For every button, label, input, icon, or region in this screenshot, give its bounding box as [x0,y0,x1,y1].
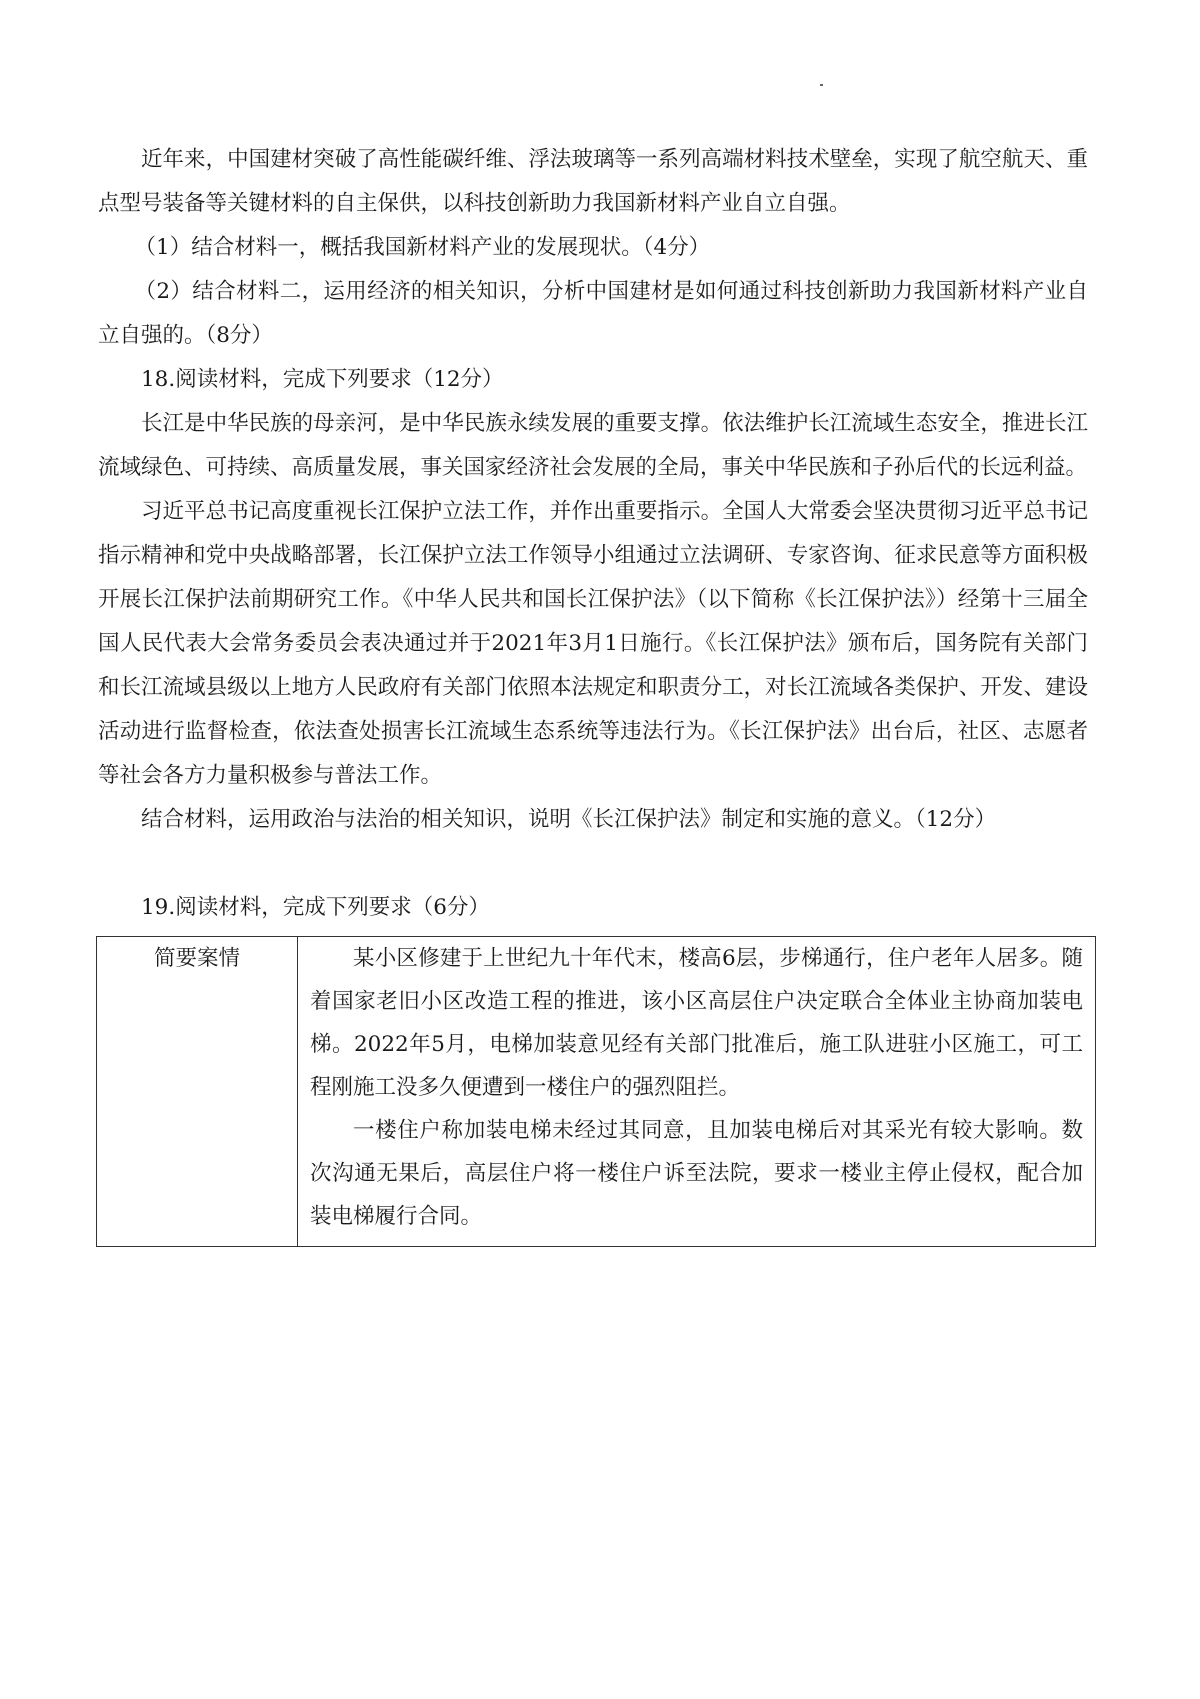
q18-material-paragraph-1: 长江是中华民族的母亲河，是中华民族永续发展的重要支撑。依法维护长江流域生态安全，推进长江流域绿色、可持续、高质量发展，事关国家经济社会发展的全局，事关中华民族和子孙后代的长远利益。 [98,411,1088,480]
scan-speck [820,84,823,86]
material-2-paragraph: 近年来，中国建材突破了高性能碳纤维、浮法玻璃等一系列高端材料技术壁垒，实现了航空航天、重点型号装备等关键材料的自主保供，以科技创新助力我国新材料产业自立自强。 [98,147,1088,216]
page-content [98,138,1088,1247]
case-table [96,936,1096,1247]
spacer [98,842,1088,886]
q17-subquestion-2: （2）结合材料二，运用经济的相关知识，分析中国建材是如何通过科技创新助力我国新材料产业自立自强的。（8分） [98,279,1088,348]
case-label-cell [97,937,298,1247]
case-paragraph-1: 某小区修建于上世纪九十年代末，楼高6层，步梯通行，住户老年人居多。随着国家老旧小区改造工程的推进，该小区高层住户决定联合全体业主协商加装电梯。2022年5月，电梯加装意见经有关部门批准后，施工队进驻小区施工，可工程刚施工没多久便遭到一楼住户的强烈阻拦。 [310,946,1083,1100]
case-text-cell [298,937,1096,1247]
q17-subquestion-1: （1）结合材料一，概括我国新材料产业的发展现状。（4分） [134,235,711,260]
q18-material-paragraph-2: 习近平总书记高度重视长江保护立法工作，并作出重要指示。全国人大常委会坚决贯彻习近平总书记指示精神和党中央战略部署，长江保护立法工作领导小组通过立法调研、专家咨询、征求民意等方面积极开展长江保护法前期研究工作。《中华人民共和国长江保护法》（以下简称《长江保护法》）经第十三届全国人民代表大会常务委员会表决通过并于2021年3月1日施行。《长江保护法》颁布后，国务院有关部门和长江流域县级以上地方人民政府有关部门依照本法规定和职责分工，对长江流域各类保护、开发、建设活动进行监督检查，依法查处损害长江流域生态系统等违法行为。《长江保护法》出台后，社区、志愿者等社会各方力量积极参与普法工作。 [98,499,1088,788]
q18-question: 结合材料，运用政治与法治的相关知识，说明《长江保护法》制定和实施的意义。（12分） [141,807,997,832]
case-label: 简要案情 [153,946,240,971]
case-paragraph-2: 一楼住户称加装电梯未经过其同意，且加装电梯后对其采光有较大影响。数次沟通无果后，高层住户将一楼住户诉至法院，要求一楼业主停止侵权，配合加装电梯履行合同。 [310,1118,1083,1229]
q19-heading: 19.阅读材料，完成下列要求（6分） [141,895,490,920]
case-table-row [97,937,1096,1247]
q18-heading: 18.阅读材料，完成下列要求（12分） [141,367,504,392]
